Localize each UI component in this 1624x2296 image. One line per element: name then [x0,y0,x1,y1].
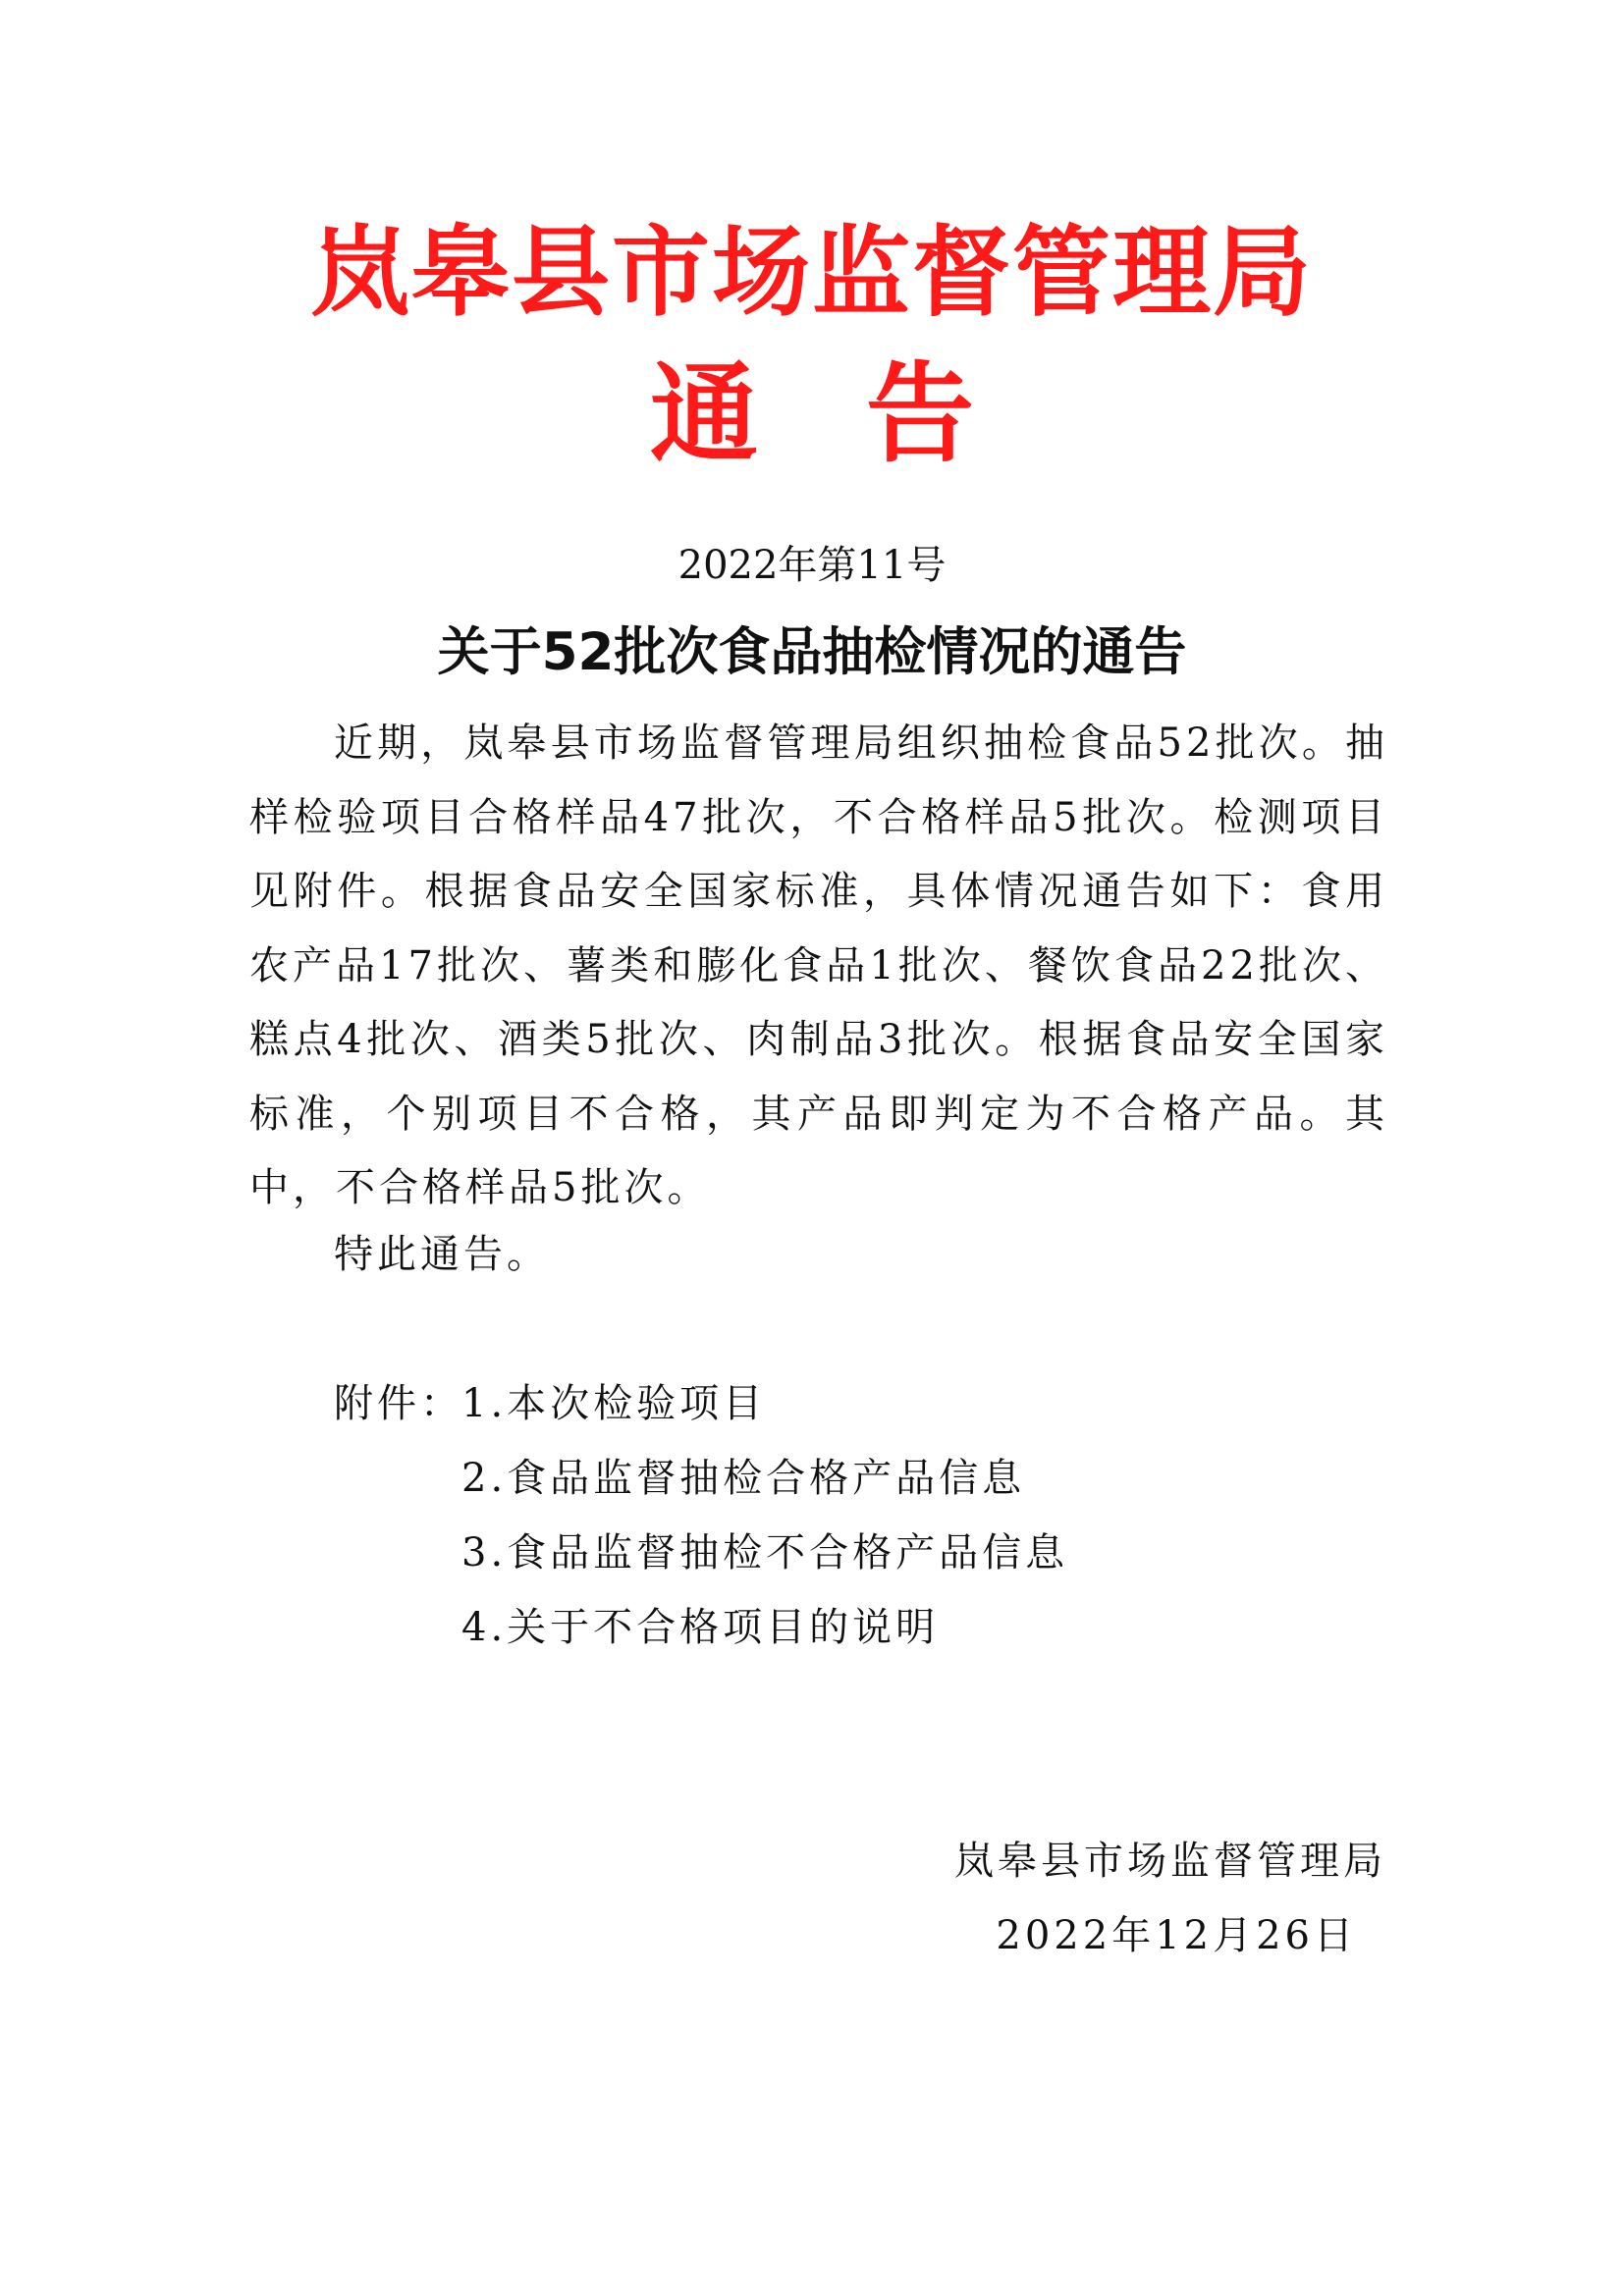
organization-title: 岚皋县市场监督管理局 [311,214,1313,330]
signature-organization: 岚皋县市场监督管理局 [954,1839,1386,1884]
attachments-label: 附件： [334,1381,463,1426]
attachment-item: 2.食品监督抽检合格产品信息 [461,1456,1026,1501]
document-number: 2022年第11号 [677,543,947,588]
attachment-item: 3.食品监督抽检不合格产品信息 [461,1530,1069,1575]
attachment-item: 4.关于不合格项目的说明 [461,1605,940,1650]
body-paragraph: 近期，岚皋县市场监督管理局组织抽检食品52批次。抽样检验项目合格样品47批次，不合格样品5批次。检测项目见附件。根据食品安全国家标准，具体情况通告如下：食用农产品17批次、薯类和膨化食品1批次、餐饮食品22批次、糕点4批次、酒类5批次、肉制品3批次。根据食品安全国家标准，个别项目不合格，其产品即判定为不合格产品。其中，不合格样品5批次。 [249,721,1388,1210]
subject-title: 关于52批次食品抽检情况的通告 [437,622,1187,682]
closing-line: 特此通告。 [334,1232,550,1277]
signature-date: 2022年12月26日 [996,1913,1357,1958]
attachment-item: 1.本次检验项目 [461,1381,767,1426]
notice-heading: 通告 [650,350,1082,477]
